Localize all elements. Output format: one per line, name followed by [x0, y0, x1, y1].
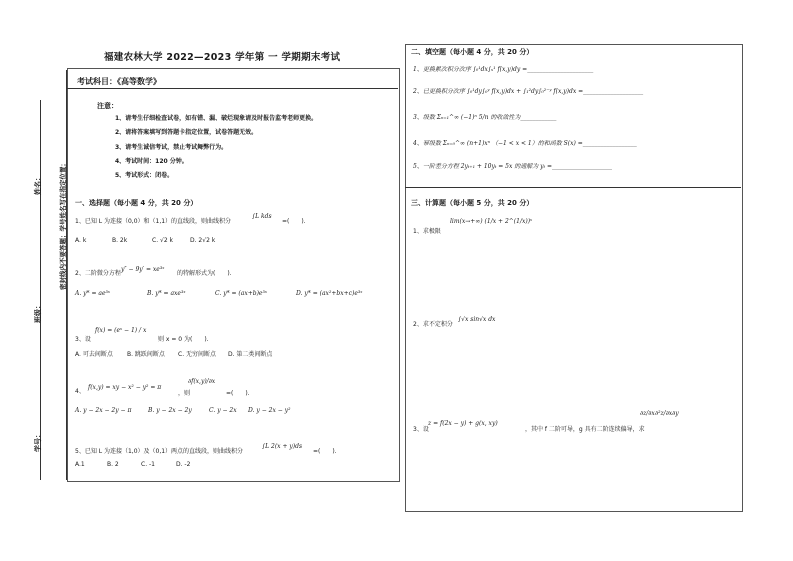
question-2-option-d: D. y* = (ax²+bx+c)e³ˣ — [296, 290, 363, 297]
exam-subject: 考试科目：《高等数学》 — [77, 77, 161, 86]
fill-blank-4: 4、幂级数 Σₙ₌₀^∞ (n+1)xⁿ （−1 < x < 1）的和函数 S(x) =__________________ — [413, 140, 637, 147]
notice-item: 1、请考生仔细检查试卷，如有错、漏、破烂现象请及时报告监考老师更换。 — [115, 115, 318, 122]
calc-1-expression: lim(x→+∞) (1/x + 2^(1/x))ˣ — [450, 218, 533, 225]
section-1-heading: 一、选择题（每小题 4 分，共 20 分） — [75, 199, 198, 207]
question-5-option-c: C. -1 — [141, 461, 155, 468]
question-5-option-a: A.1 — [75, 461, 85, 468]
question-1-option-d: D. 2√2 k — [190, 237, 216, 244]
student-id-label: 学号： — [34, 431, 42, 452]
fill-blank-1: 1、更换累次积分次序 ∫₀¹dx∫ₓ¹ f(x,y)dy =______________________ — [413, 66, 594, 73]
name-label: 姓名： — [34, 174, 42, 195]
question-4-function: f(x,y) = xy − x² − y² = π — [88, 384, 162, 391]
class-label: 班级： — [34, 302, 42, 323]
calc-3-derivative-2: ∂²z/∂x∂y — [655, 410, 679, 417]
calc-2-stem: 2、求不定积分 — [413, 321, 453, 328]
question-3-stem: 3、设 — [75, 336, 91, 343]
question-1-option-a: A. k — [75, 237, 87, 244]
notice-item: 2、请将答案填写到答题卡指定位置，试卷答题无效。 — [115, 129, 258, 136]
question-5-option-b: B. 2 — [107, 461, 119, 468]
question-5-option-d: D. -2 — [176, 461, 191, 468]
question-4-end: =( ). — [226, 390, 250, 397]
question-1-end: =( ). — [282, 218, 306, 225]
question-4-option-c: C. y − 2x — [209, 407, 237, 414]
page-title: 福建农林大学 2022—2023 学年第 一 学期期末考试 — [104, 52, 341, 63]
question-3-option-d: D. 第二类间断点 — [228, 351, 273, 358]
calc-3-derivative-1: ∂z/∂x — [640, 410, 655, 417]
section-divider — [405, 187, 741, 188]
calc-3-stem: 3、设 — [413, 426, 429, 433]
question-2-option-c: C. y* = (ax+b)e³ˣ — [215, 290, 268, 297]
question-4-option-a: A. y − 2x − 2y − π — [75, 407, 132, 414]
question-3-middle: 则 x = 0 为( ). — [158, 336, 209, 343]
question-2-stem: 2、二阶微分方程 — [75, 270, 121, 277]
section-3-heading: 三、计算题（每小题 5 分，共 20 分） — [411, 199, 534, 207]
binding-note: 密封线内不要答题；学号姓名写在指定位置； — [59, 160, 67, 290]
subject-divider — [67, 88, 398, 89]
question-2-option-a: A. y* = ae³ˣ — [75, 290, 111, 297]
question-4-option-b: B. y − 2x − 2y — [148, 407, 192, 414]
question-1-expression: ∫L kds — [252, 213, 272, 220]
notice-item: 4、考试时间：120 分钟。 — [115, 158, 188, 165]
question-1-option-c: C. √2 k — [152, 237, 174, 244]
question-2-end: 的特解形式为( ). — [177, 270, 232, 277]
calc-3-expression: z = f(2x − y) + g(x, xy) — [428, 420, 498, 427]
question-4-stem: 4、 — [75, 388, 85, 395]
question-5-end: =( ). — [313, 448, 337, 455]
fill-blank-5: 5、一阶差分方程 2yₜ₊₁ + 10yₜ = 5x 的通解为 yₜ =____________________ — [413, 163, 612, 170]
question-2-option-b: B. y* = axe³ˣ — [147, 290, 186, 297]
section-2-heading: 二、填空题（每小题 4 分，共 20 分） — [411, 48, 534, 56]
notice-item: 5、考试形式：闭卷。 — [115, 172, 174, 179]
margin-cut-line — [40, 100, 41, 480]
question-3-function: f(x) = (eˣ − 1) / x — [95, 327, 147, 334]
calc-3-middle: ，其中 f 二阶可导，g 具有二阶连续偏导，求 — [525, 426, 645, 433]
question-4-derivative: ∂f(x,y)/∂x — [188, 378, 216, 385]
question-5-expression: ∫L 2(x + y)ds — [262, 443, 303, 450]
question-4-middle: ，则 — [178, 390, 191, 397]
fill-blank-3: 3、级数 Σₙ₌₁^∞ (−1)ⁿ 5/n 的收敛性为____________ — [413, 114, 557, 121]
question-1-stem: 1、已知 L 为连接（0,0）和（1,1）的直线段，则曲线积分 — [75, 218, 232, 225]
question-4-option-d: D. y − 2x − y² — [248, 407, 291, 414]
notice-title: 注意： — [97, 102, 118, 110]
question-3-option-a: A. 可去间断点 — [75, 351, 113, 358]
calc-2-expression: ∫√x sin√x dx — [458, 316, 496, 323]
calc-1-stem: 1、求极限 — [413, 228, 441, 235]
question-5-stem: 5、已知 L 为连接（1,0）及（0,1）两点的直线段，则曲线积分 — [75, 448, 244, 455]
fill-blank-2: 2、已更换积分次序 ∫₀¹dy∫₀ʸ f(x,y)dx + ∫₁²dy∫₀²⁻ʸ f(x,y)dx =____________________ — [413, 88, 644, 95]
question-3-option-b: B. 跳跃间断点 — [127, 351, 165, 358]
question-3-option-c: C. 无穷间断点 — [178, 351, 217, 358]
question-2-expression: y″ − 9y′ = xe³ˣ — [121, 266, 165, 273]
notice-item: 3、请考生诚信考试，禁止考试舞弊行为。 — [115, 144, 228, 151]
question-1-option-b: B. 2k — [112, 237, 128, 244]
